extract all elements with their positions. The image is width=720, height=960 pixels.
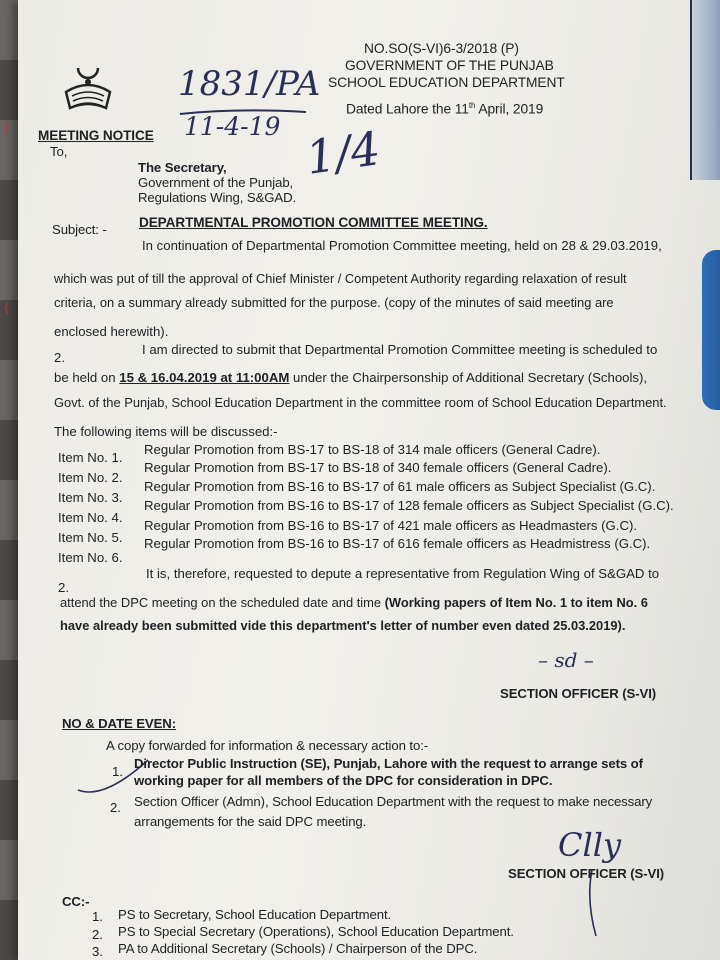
pen-cap-decoration <box>690 0 720 180</box>
handwritten-underline <box>178 108 308 118</box>
handwritten-signature: Clly <box>558 826 622 864</box>
paragraph-1-line: criteria, on a summary already submitted for the purpose. (copy of the minutes of said meeting are <box>54 295 614 310</box>
dated-sup: th <box>468 101 476 110</box>
paragraph-1-line: which was put of till the approval of Chief Minister / Competent Authority regarding relaxation of result <box>54 271 627 286</box>
agenda-item-number: Item No. 3. <box>58 490 123 505</box>
agenda-item-text: Regular Promotion from BS-16 to BS-17 of 616 female officers as Headmistress (G.C). <box>144 536 651 551</box>
cc-item-text: PS to Special Secretary (Operations), School Education Department. <box>118 924 514 939</box>
addressee-line: Regulations Wing, S&GAD. <box>138 190 297 205</box>
paragraph-2-line: I am directed to submit that Departmental Promotion Committee meeting is scheduled to <box>142 342 658 357</box>
endorsement-item-number: 1. <box>112 764 123 779</box>
endorsement-item-line: working paper for all members of the DPC for consideration in DPC. <box>134 773 553 788</box>
pen-decoration <box>702 250 720 410</box>
agenda-item-number: Item No. 6. <box>58 550 123 565</box>
to-label: To, <box>50 144 68 159</box>
agenda-item-number: Item No. 2. <box>58 470 123 485</box>
endorsement-title: NO & DATE EVEN: <box>62 716 177 731</box>
department-name: SCHOOL EDUCATION DEPARTMENT <box>328 75 565 90</box>
meeting-date-time: 15 & 16.04.2019 at 11:00AM <box>119 370 290 385</box>
agenda-item-number: Item No. 4. <box>58 510 123 525</box>
paragraph-3-bold-text: (Working papers of Item No. 1 to item No. 6 <box>384 595 648 610</box>
endorsement-item-number: 2. <box>110 800 121 815</box>
dated-suffix: April, 2019 <box>475 101 544 117</box>
paragraph-1-line: enclosed herewith). <box>54 324 169 339</box>
paragraph-2-line: The following items will be discussed:- <box>54 424 278 439</box>
section-officer-signoff: SECTION OFFICER (S-VI) <box>500 686 657 701</box>
red-ink-mark: ⟨ <box>4 120 10 136</box>
red-ink-mark: ⟨ <box>4 300 10 316</box>
paragraph-3-line <box>60 595 648 610</box>
paragraph-2-number: 2. <box>54 350 65 365</box>
paragraph-1-line: In continuation of Departmental Promotion Committee meeting, held on 28 & 29.03.2019, <box>142 238 662 253</box>
cc-item-number: 2. <box>92 927 103 942</box>
addressee-line: Government of the Punjab, <box>138 175 294 190</box>
paragraph-3-text: attend the DPC meeting on the scheduled date and time <box>60 595 385 610</box>
handwritten-diary-number: 1831/PA <box>178 64 321 104</box>
meeting-notice-text: MEETING NOTICE <box>38 128 154 143</box>
cc-item-number: 3. <box>92 944 103 959</box>
cc-title: CC:- <box>62 894 90 909</box>
subject-label: Subject: - <box>52 222 107 237</box>
dated-line <box>346 101 543 117</box>
paragraph-3-line: It is, therefore, requested to depute a representative from Regulation Wing of S&GAD to <box>146 566 660 581</box>
handwritten-sd-mark: – sd – <box>538 648 594 672</box>
section-officer-endorsement: SECTION OFFICER (S-VI) <box>508 866 665 881</box>
addressee-line: The Secretary, <box>138 160 227 175</box>
agenda-item-text: Regular Promotion from BS-17 to BS-18 of 314 male officers (General Cadre). <box>144 442 601 457</box>
handwritten-initials: 1/4 <box>302 121 384 185</box>
handwritten-diary-date: 11-4-19 <box>184 112 281 141</box>
document-page <box>18 0 720 960</box>
agenda-item-text: Regular Promotion from BS-16 to BS-17 of 421 male officers as Headmasters (G.C). <box>144 518 638 533</box>
paragraph-2-line <box>54 370 647 385</box>
punjab-government-logo-icon <box>58 58 118 118</box>
paragraph-3-line: have already been submitted vide this department's letter of number even dated 25.03.2019). <box>60 618 626 633</box>
subject-text: DEPARTMENTAL PROMOTION COMMITTEE MEETING. <box>139 215 488 230</box>
endorsement-item-line: Section Officer (Admn), School Education Department with the request to make necessary <box>134 794 653 809</box>
government-name: GOVERNMENT OF THE PUNJAB <box>345 58 554 73</box>
endorsement-intro: A copy forwarded for information & necessary action to:- <box>106 738 429 753</box>
endorsement-item-line: Director Public Instruction (SE), Punjab, Lahore with the request to arrange sets of <box>134 756 643 771</box>
paragraph-3-number: 2. <box>58 580 69 595</box>
cc-item-number: 1. <box>92 909 103 924</box>
background-edge <box>0 0 18 960</box>
paragraph-2-text: be held on <box>54 370 120 385</box>
reference-number: NO.SO(S-VI)6-3/2018 (P) <box>364 41 519 56</box>
handwritten-sd: sd <box>554 648 578 672</box>
agenda-item-number: Item No. 1. <box>58 450 123 465</box>
agenda-item-number: Item No. 5. <box>58 530 123 545</box>
agenda-item-text: Regular Promotion from BS-16 to BS-17 of 61 male officers as Subject Specialist (G.C). <box>144 479 656 494</box>
dated-prefix: Dated Lahore the 11 <box>346 101 469 117</box>
meeting-notice-title <box>38 128 154 143</box>
paragraph-2-text: under the Chairpersonship of Additional Secretary (Schools), <box>289 370 648 385</box>
endorsement-item-line: arrangements for the said DPC meeting. <box>134 814 367 829</box>
agenda-item-text: Regular Promotion from BS-17 to BS-18 of 340 female officers (General Cadre). <box>144 460 612 475</box>
paragraph-2-line: Govt. of the Punjab, School Education Department in the committee room of School Education Department. <box>54 395 667 410</box>
agenda-item-text: Regular Promotion from BS-16 to BS-17 of 128 female officers as Subject Specialist (G.C). <box>144 498 674 513</box>
cc-item-text: PA to Additional Secretary (Schools) / Chairperson of the DPC. <box>118 941 478 956</box>
cc-item-text: PS to Secretary, School Education Department. <box>118 907 392 922</box>
